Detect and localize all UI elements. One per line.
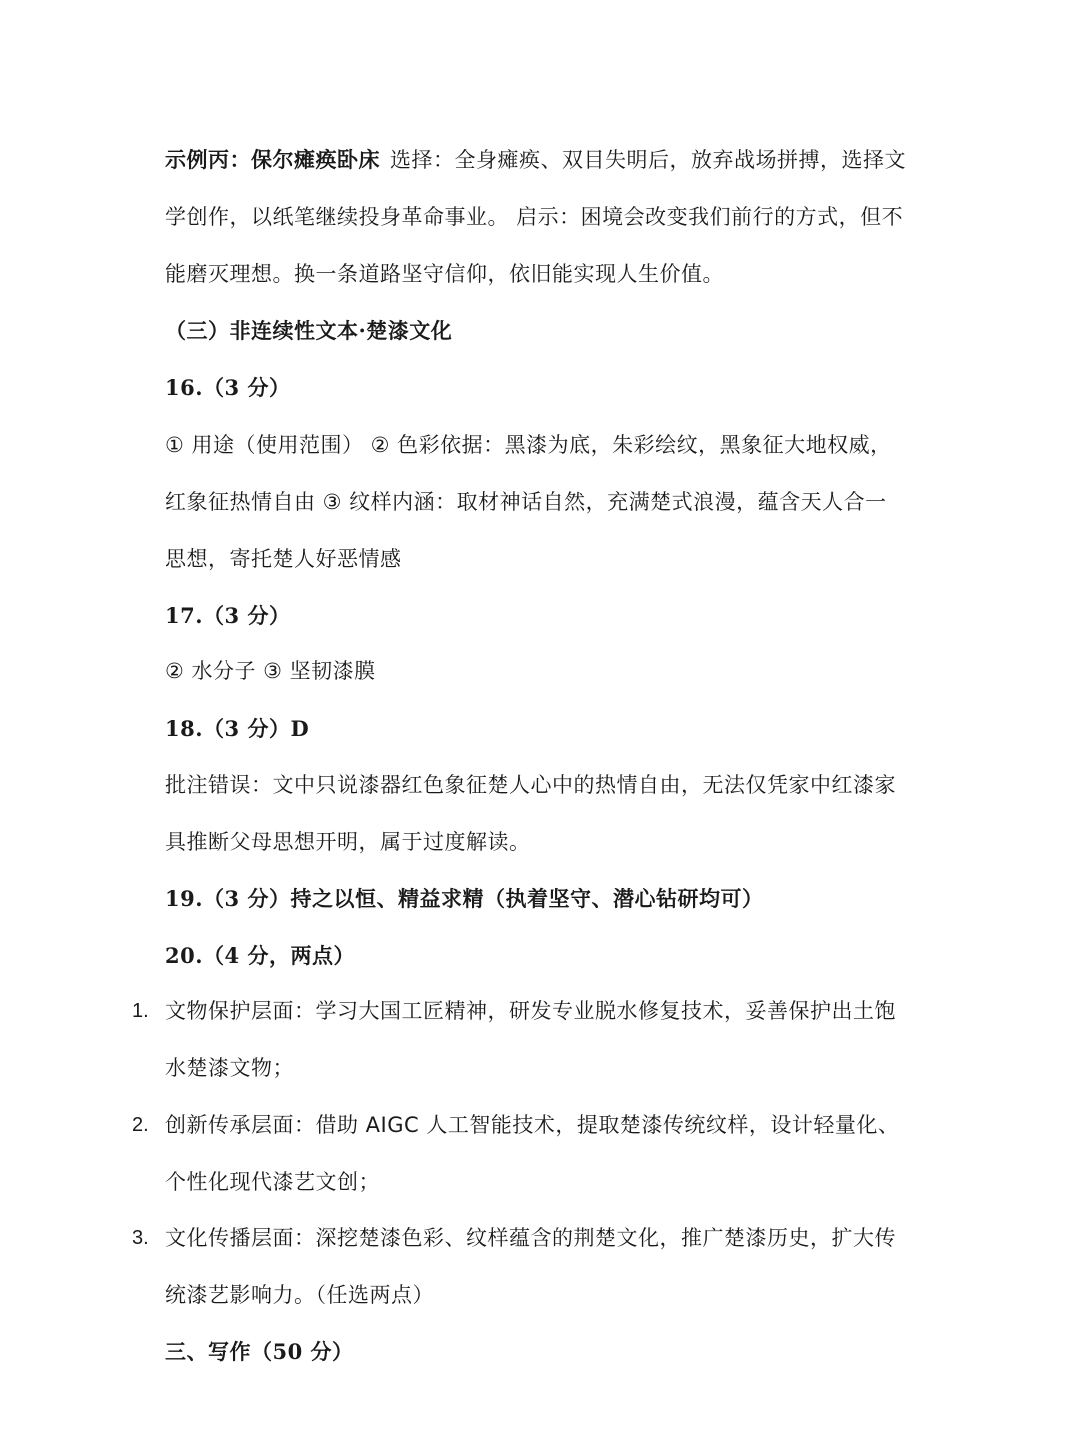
q20-item-2-number: 2. xyxy=(132,1114,149,1136)
q20-heading: 20.（4 分，两点） xyxy=(165,943,355,968)
example-c-text-1: 选择：全身瘫痪、双目失明后，放弃战场拼搏，选择文 xyxy=(390,148,906,172)
q20-item-1-number: 1. xyxy=(132,1000,149,1022)
q18-heading: 18.（3 分）D xyxy=(165,716,310,741)
example-c-line-3: 能磨灭理想。换一条道路坚守信仰，依旧能实现人生价值。 xyxy=(165,262,724,286)
writing-section-heading: 三、写作（50 分） xyxy=(165,1339,354,1364)
q20-item-3-line-2: 统漆艺影响力。（任选两点） xyxy=(165,1283,434,1307)
q16-line-3: 思想，寄托楚人好恶情感 xyxy=(165,547,402,571)
q16-line-2: 红象征热情自由 ③ 纹样内涵：取材神话自然，充满楚式浪漫，蕴含天人合一 xyxy=(165,490,887,514)
example-c-label: 示例丙：保尔瘫痪卧床 xyxy=(165,147,380,172)
q16-line-1: ① 用途（使用范围） ② 色彩依据：黑漆为底，朱彩绘纹，黑象征大地权威， xyxy=(165,433,892,457)
q18-line-1: 批注错误：文中只说漆器红色象征楚人心中的热情自由，无法仅凭家中红漆家 xyxy=(165,773,896,797)
q20-item-1-line-1: 文物保护层面：学习大国工匠精神，研发专业脱水修复技术，妥善保护出土饱 xyxy=(165,999,896,1023)
q20-item-3-number: 3. xyxy=(132,1227,149,1249)
q20-item-2-line-1: 创新传承层面：借助 AIGC 人工智能技术，提取楚漆传统纹样，设计轻量化、 xyxy=(165,1113,900,1137)
q18-line-2: 具推断父母思想开明，属于过度解读。 xyxy=(165,830,531,854)
q20-item-1-line-2: 水楚漆文物； xyxy=(165,1056,294,1080)
q17-heading: 17.（3 分） xyxy=(165,603,291,628)
q17-line-1: ② 水分子 ③ 坚韧漆膜 xyxy=(165,659,376,683)
q20-item-2-line-2: 个性化现代漆艺文创； xyxy=(165,1170,380,1194)
example-c-line-1 xyxy=(165,145,925,175)
q20-item-3-line-1: 文化传播层面：深挖楚漆色彩、纹样蕴含的荆楚文化，推广楚漆历史，扩大传 xyxy=(165,1226,896,1250)
q16-heading: 16.（3 分） xyxy=(165,375,291,400)
q19-heading: 19.（3 分）持之以恒、精益求精（执着坚守、潜心钻研均可） xyxy=(165,886,764,911)
section-3-heading: （三）非连续性文本·楚漆文化 xyxy=(165,318,453,343)
example-c-line-2: 学创作，以纸笔继续投身革命事业。 启示：困境会改变我们前行的方式，但不 xyxy=(165,205,904,229)
